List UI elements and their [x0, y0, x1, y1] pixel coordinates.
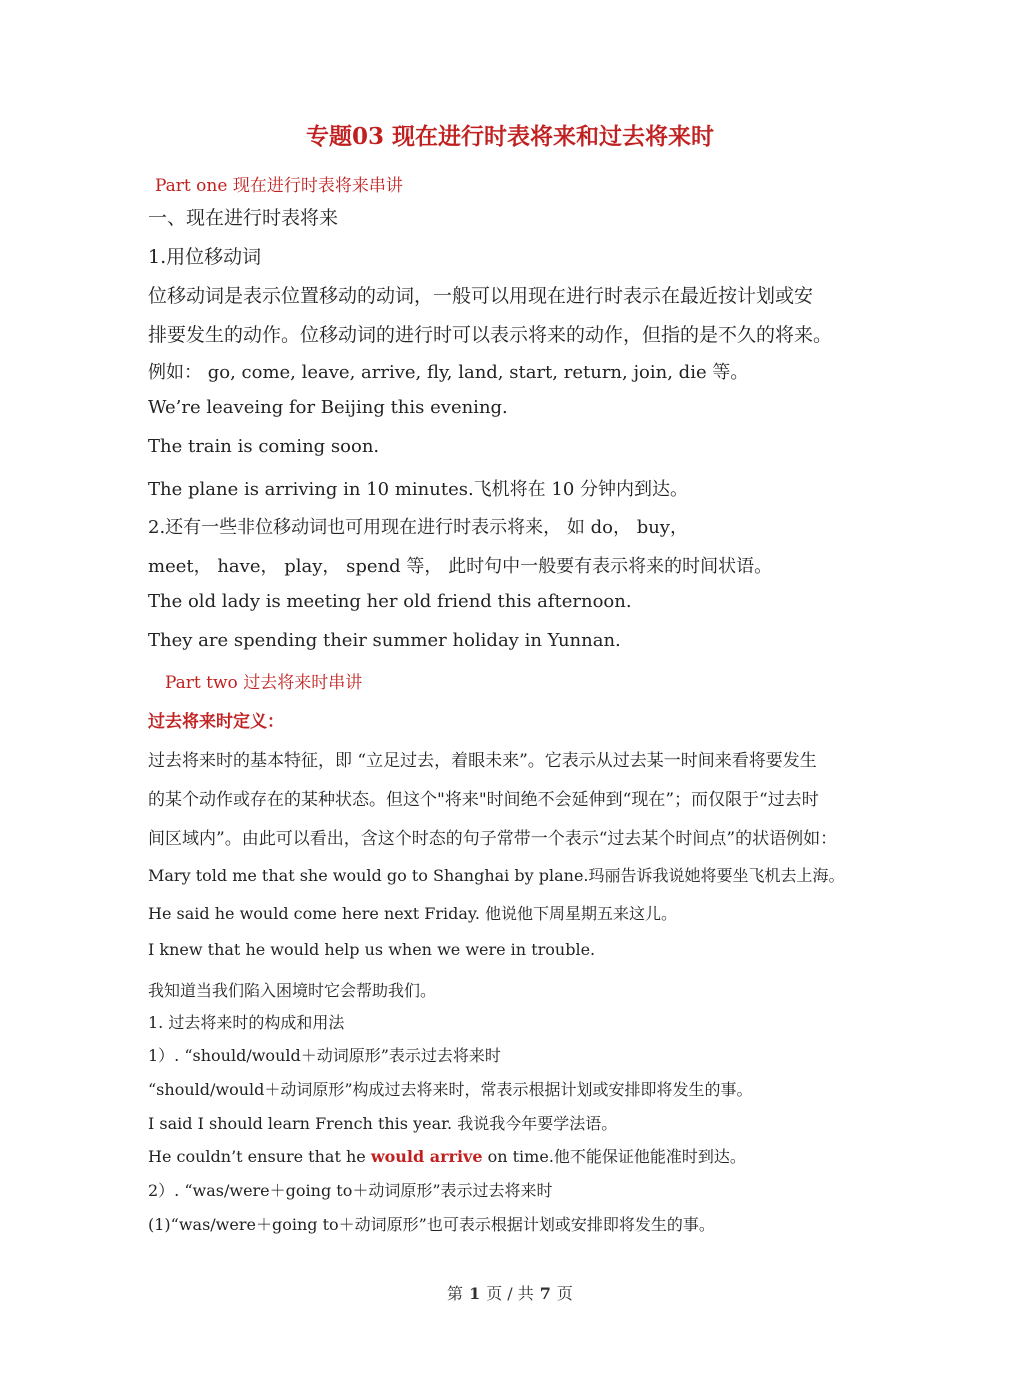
part-two-heading: Part two 过去将来时串讲 — [165, 673, 363, 693]
example-sentence: Mary told me that she would go to Shanghai by plane.玛丽告诉我说她将要坐飞机去上海。 — [148, 866, 845, 885]
example-sentence: They are spending their summer holiday in Yunnan. — [148, 630, 621, 651]
footer-suffix: 页 — [556, 1284, 573, 1303]
rule-description: (1)“was/were＋going to＋动词原形”也可表示根据计划或安排即将发生的事。 — [148, 1215, 715, 1234]
paragraph-line: 排要发生的动作。位移动词的进行时可以表示将来的动作，但指的是不久的将来。 — [148, 324, 833, 346]
subheading-1: 1.用位移动词 — [148, 246, 262, 268]
page-footer — [0, 1281, 1020, 1304]
example-translation: 我知道当我们陷入困境时它会帮助我们。 — [148, 981, 437, 1000]
paragraph-line: meet， have， play， spend 等， 此时句中一般要有表示将来的时间状语。 — [148, 556, 773, 577]
paragraph-line: 例如： go, come, leave, arrive, fly, land, start, return, join, die 等。 — [148, 362, 749, 383]
subheading-2: 2.还有一些非位移动词也可用现在进行时表示将来， 如 do， buy， — [148, 517, 688, 538]
footer-middle: 页 / 共 — [486, 1284, 534, 1303]
current-page-number: 1 — [469, 1284, 481, 1303]
definition-label: 过去将来时定义： — [148, 712, 284, 732]
document-title: 专题03 现在进行时表将来和过去将来时 — [305, 123, 714, 150]
example-sentence: The plane is arriving in 10 minutes.飞机将在 10 分钟内到达。 — [148, 479, 689, 500]
example-sentence-highlighted — [148, 1144, 746, 1167]
part-one-heading: Part one 现在进行时表将来串讲 — [155, 176, 403, 196]
paragraph-line: 过去将来时的基本特征，即 “立足过去，着眼未来”。它表示从过去某一时间来看将要发生 — [148, 751, 817, 771]
paragraph-line: 位移动词是表示位置移动的动词，一般可以用现在进行时表示在最近按计划或安 — [148, 285, 814, 307]
example-sentence: The train is coming soon. — [148, 436, 380, 457]
example-sentence: I said I should learn French this year. 我说我今年要学法语。 — [148, 1114, 618, 1133]
example-sentence: We’re leaveing for Beijing this evening. — [148, 397, 508, 418]
section-heading-1: 一、现在进行时表将来 — [148, 207, 339, 229]
subheading-3: 1. 过去将来时的构成和用法 — [148, 1013, 345, 1032]
highlighted-phrase: would arrive — [370, 1147, 483, 1166]
example-sentence: The old lady is meeting her old friend this afternoon. — [148, 591, 632, 612]
paragraph-line: 的某个动作或存在的某种状态。但这个"将来"时间绝不会延伸到“现在”；而仅限于“过去时 — [148, 790, 819, 810]
rule-description: “should/would＋动词原形”构成过去将来时，常表示根据计划或安排即将发生的事。 — [148, 1080, 753, 1099]
rule-title: 2）. “was/were＋going to＋动词原形”表示过去将来时 — [148, 1181, 553, 1200]
total-pages-number: 7 — [539, 1284, 551, 1303]
rule-title: 1）. “should/would＋动词原形”表示过去将来时 — [148, 1046, 501, 1065]
example-sentence: I knew that he would help us when we were in trouble. — [148, 940, 596, 959]
example-text: He couldn’t ensure that he — [148, 1147, 371, 1166]
footer-prefix: 第 — [447, 1284, 464, 1303]
example-sentence: He said he would come here next Friday. 他说他下周星期五来这儿。 — [148, 904, 677, 923]
paragraph-line: 间区域内”。由此可以看出，含这个时态的句子常带一个表示“过去某个时间点”的状语例如： — [148, 829, 838, 849]
example-text: on time.他不能保证他能准时到达。 — [482, 1147, 746, 1166]
